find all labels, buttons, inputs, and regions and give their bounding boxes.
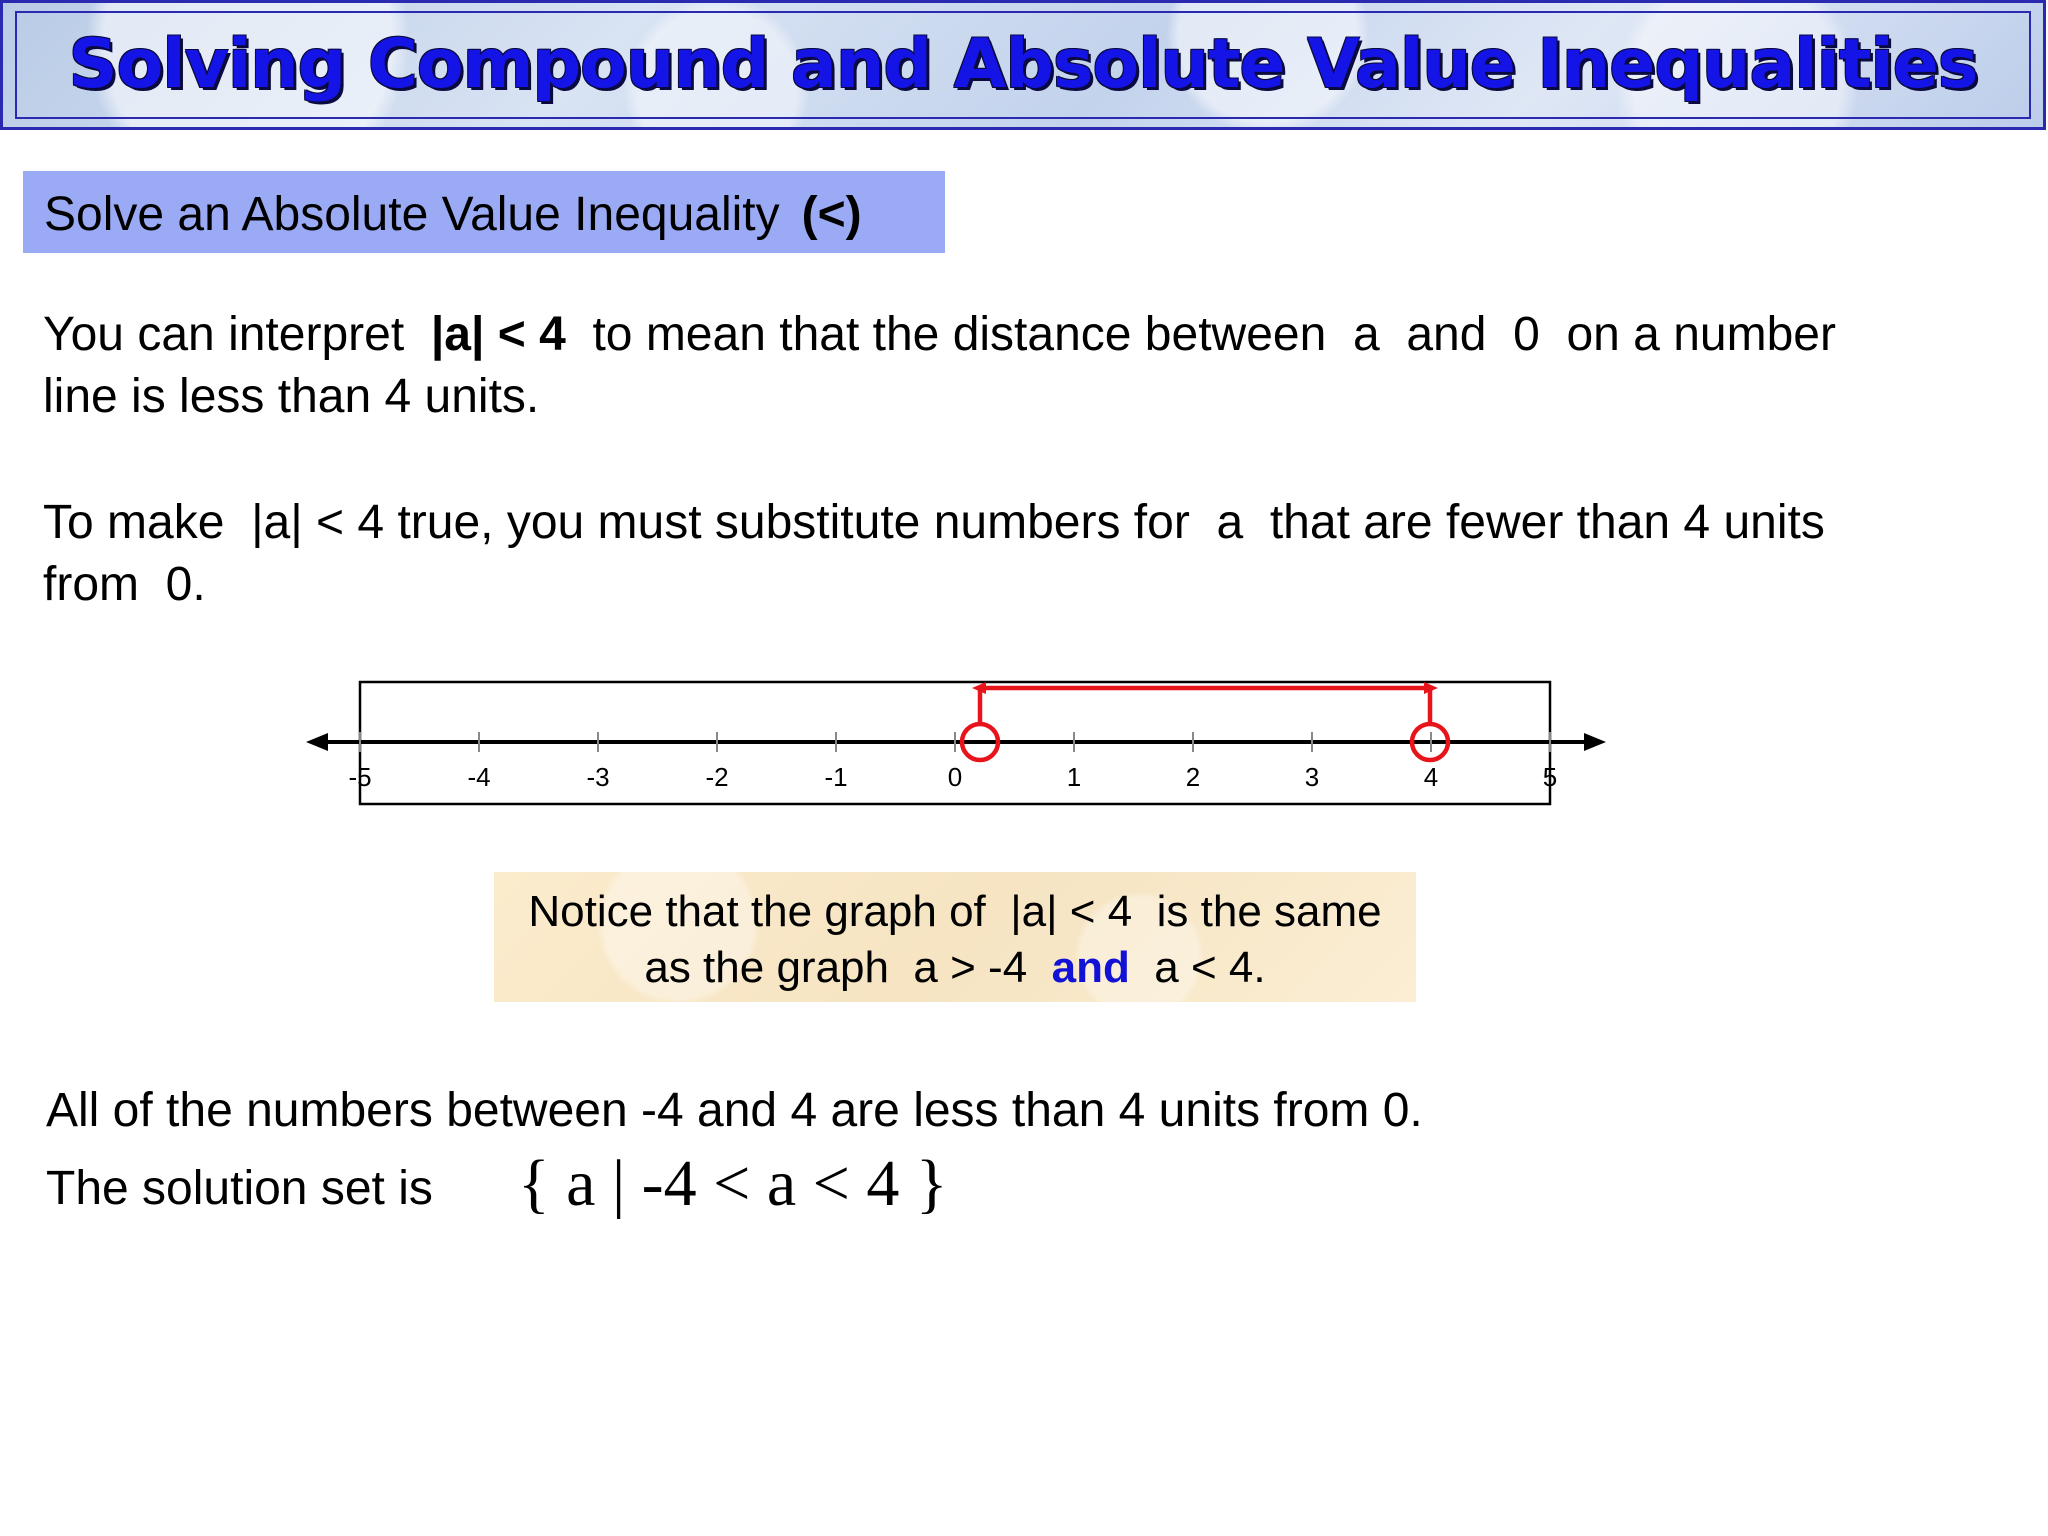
absolute-value-expression: |a| < 4 <box>430 308 566 361</box>
left-arrowhead <box>306 733 328 751</box>
tick-label: 0 <box>947 762 963 792</box>
notice-line2-start: as the graph a > -4 <box>644 943 1052 992</box>
notice-and-keyword: and <box>1051 943 1130 992</box>
notice-callout <box>494 872 1416 1002</box>
interpretation-paragraph <box>43 304 1836 428</box>
substitution-text-line1: To make |a| < 4 true, you must substitute numbers for a that are fewer than 4 units <box>43 496 1825 549</box>
section-heading-label: Solve an Absolute Value Inequality <box>44 188 780 241</box>
number-line-graph <box>300 670 1620 820</box>
tick-label: 5 <box>1542 762 1558 792</box>
solution-set-label: The solution set is <box>46 1162 433 1215</box>
interpretation-text-start: You can interpret <box>43 308 431 361</box>
interpretation-text-end: line is less than 4 units. <box>43 370 540 423</box>
slide-title: Solving Compound and Absolute Value Inequalities <box>68 25 1978 104</box>
tick-label: -1 <box>824 762 848 792</box>
tick-label: 2 <box>1185 762 1201 792</box>
tick-label: 3 <box>1304 762 1320 792</box>
section-heading-symbol: (<) <box>801 188 862 241</box>
tick-label: -2 <box>705 762 729 792</box>
solution-set-notation: { a | -4 < a < 4 } <box>518 1147 948 1220</box>
solution-bracket <box>962 682 1448 760</box>
right-arrowhead <box>1584 733 1606 751</box>
tick-label: -3 <box>586 762 610 792</box>
notice-line2-end: a < 4. <box>1129 943 1266 992</box>
substitution-text-line2: from 0. <box>43 558 206 611</box>
substitution-paragraph <box>43 492 1825 616</box>
tick-label: -5 <box>348 762 372 792</box>
interpretation-text-middle: to mean that the distance between a and 0 on a number <box>565 308 1836 361</box>
tick-label: 4 <box>1423 762 1439 792</box>
tick-label: 1 <box>1066 762 1082 792</box>
notice-line1: Notice that the graph of |a| < 4 is the same <box>528 887 1382 936</box>
section-heading <box>23 171 945 253</box>
title-banner <box>0 0 2046 130</box>
summary-statement: All of the numbers between -4 and 4 are less than 4 units from 0. <box>46 1084 1423 1137</box>
tick-label: -4 <box>467 762 491 792</box>
number-line-labels <box>348 762 1557 792</box>
